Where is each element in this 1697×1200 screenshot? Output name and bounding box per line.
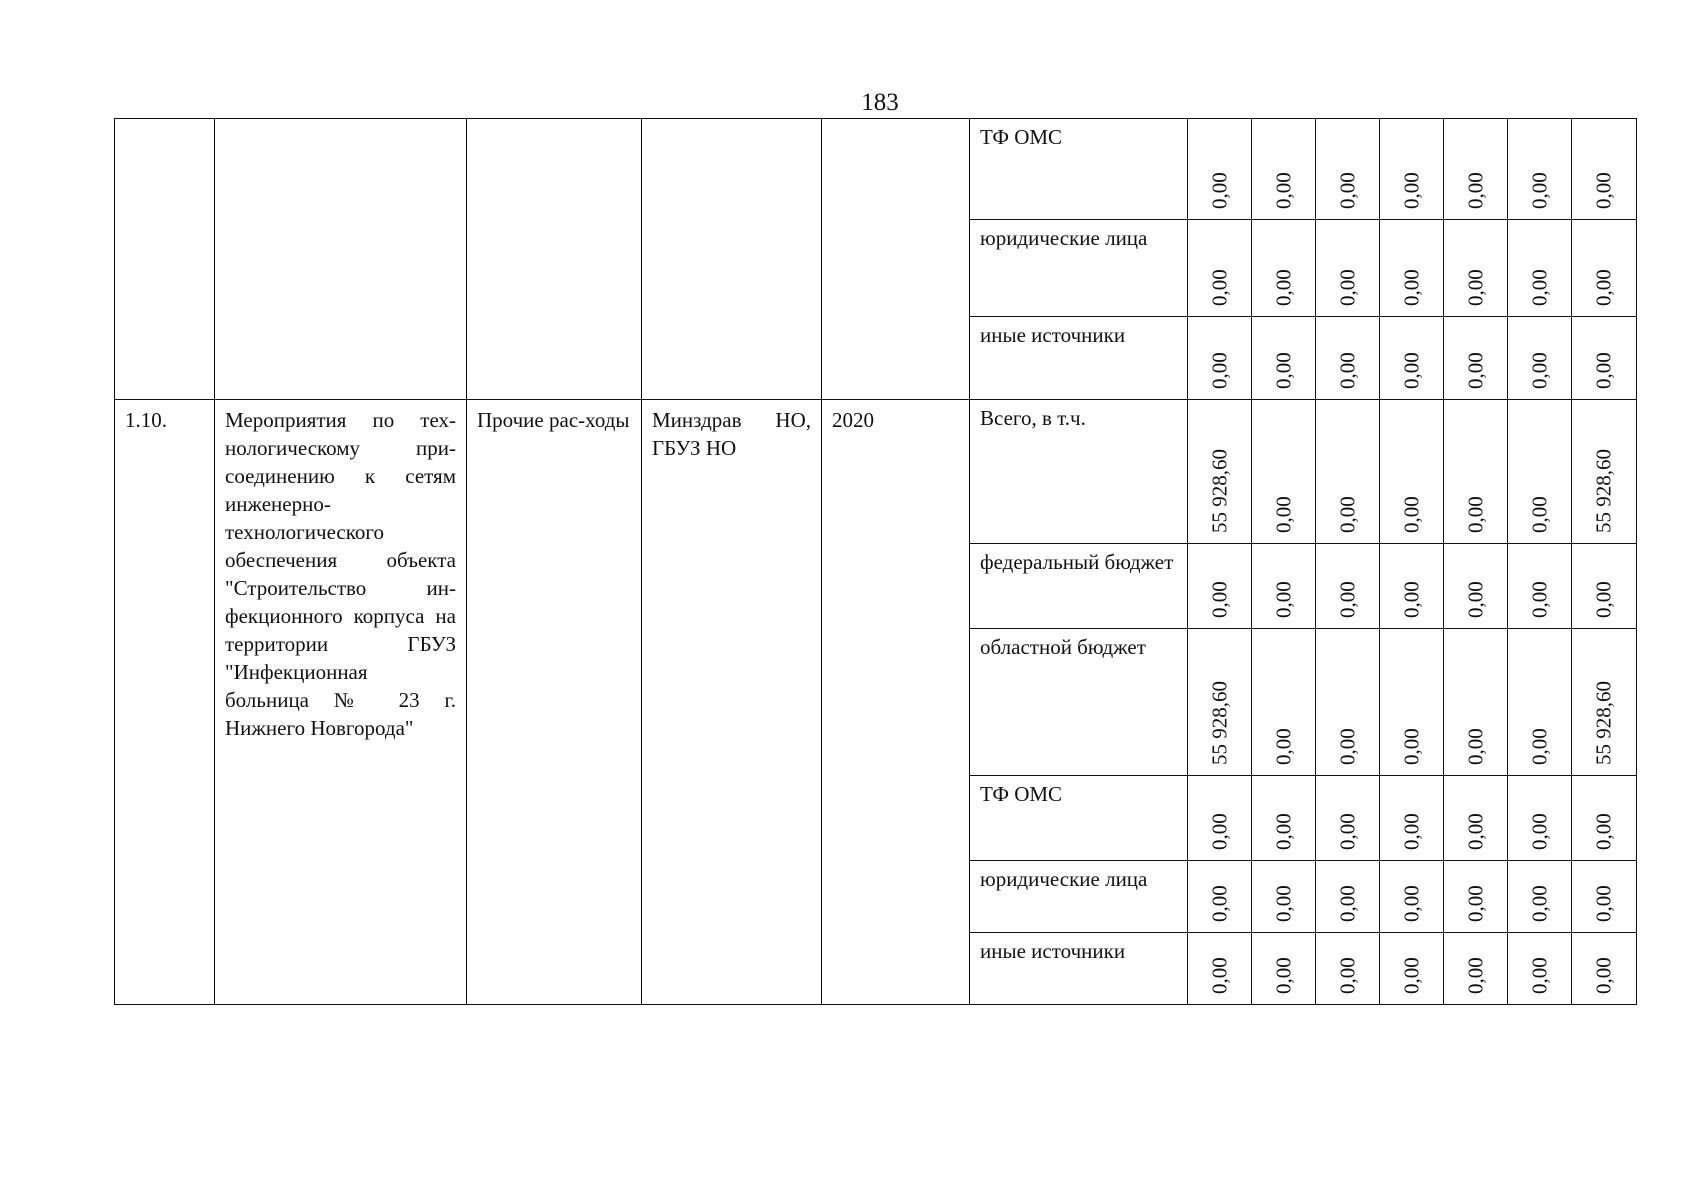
value-cell <box>1316 119 1380 220</box>
value: 0,00 <box>1271 885 1295 922</box>
value-cell <box>1188 776 1252 861</box>
value-cell <box>1508 317 1572 400</box>
value-cell <box>1252 776 1316 861</box>
source-label: иные источники <box>980 323 1126 347</box>
value-cell <box>1572 629 1637 776</box>
value-cell <box>1188 861 1252 933</box>
value-cell <box>1572 317 1637 400</box>
value: 0,00 <box>1207 885 1231 922</box>
value-cell <box>1572 119 1637 220</box>
value: 0,00 <box>1527 352 1551 389</box>
value: 0,00 <box>1463 885 1487 922</box>
item-number-cell <box>115 400 215 1005</box>
value-cell <box>1380 861 1444 933</box>
value: 0,00 <box>1335 269 1359 306</box>
value-cell <box>1188 629 1252 776</box>
value-cell <box>1572 861 1637 933</box>
value-cell <box>1316 220 1380 317</box>
value: 0,00 <box>1335 352 1359 389</box>
value-cell <box>1316 861 1380 933</box>
value: 0,00 <box>1527 957 1551 994</box>
empty-cell-executor <box>642 119 822 400</box>
source-label-cell <box>970 629 1188 776</box>
value: 0,00 <box>1399 885 1423 922</box>
value: 55 928,60 <box>1207 449 1231 533</box>
value: 0,00 <box>1463 581 1487 618</box>
value-cell <box>1508 544 1572 629</box>
value-cell <box>1252 544 1316 629</box>
value: 55 928,60 <box>1207 681 1231 765</box>
value: 0,00 <box>1335 581 1359 618</box>
executor: Минздрав НО, ГБУЗ НО <box>652 408 811 460</box>
value-cell <box>1188 119 1252 220</box>
value: 0,00 <box>1271 172 1295 209</box>
item-name: Мероприятия по тех-нологическому при-соединению к сетям инженерно-технологического обеспечения объекта "Строительство ин-фекционного корпуса на территории ГБУЗ "Инфекционная больница № 23 г. Нижнего Новгорода" <box>225 408 456 740</box>
value-cell <box>1380 317 1444 400</box>
value: 0,00 <box>1399 352 1423 389</box>
source-label: юридические лица <box>980 226 1148 250</box>
value: 0,00 <box>1207 352 1231 389</box>
value: 0,00 <box>1463 957 1487 994</box>
value-cell <box>1444 400 1508 544</box>
value-cell <box>1380 119 1444 220</box>
value: 0,00 <box>1399 172 1423 209</box>
value-cell <box>1380 776 1444 861</box>
value-cell <box>1316 544 1380 629</box>
source-label: иные источники <box>980 939 1126 963</box>
value-cell <box>1444 317 1508 400</box>
value: 0,00 <box>1399 813 1423 850</box>
value-cell <box>1252 317 1316 400</box>
value-cell <box>1508 400 1572 544</box>
value-cell <box>1572 776 1637 861</box>
value: 0,00 <box>1527 885 1551 922</box>
value-cell <box>1252 220 1316 317</box>
table-row <box>115 119 1637 220</box>
value-cell <box>1380 629 1444 776</box>
value-cell <box>1380 400 1444 544</box>
value-cell <box>1188 933 1252 1005</box>
value-cell <box>1316 317 1380 400</box>
source-label: федеральный бюджет <box>980 550 1174 574</box>
value-cell <box>1444 933 1508 1005</box>
value: 0,00 <box>1335 728 1359 765</box>
value: 0,00 <box>1399 581 1423 618</box>
source-label-cell <box>970 317 1188 400</box>
value-cell <box>1316 776 1380 861</box>
value: 0,00 <box>1591 172 1616 209</box>
value-cell <box>1508 861 1572 933</box>
value-cell <box>1252 629 1316 776</box>
value: 0,00 <box>1591 581 1616 618</box>
value: 0,00 <box>1527 581 1551 618</box>
empty-cell-year <box>822 119 970 400</box>
source-label-cell <box>970 119 1188 220</box>
value: 0,00 <box>1271 813 1295 850</box>
value: 0,00 <box>1271 496 1295 533</box>
value-cell <box>1188 544 1252 629</box>
value: 0,00 <box>1207 269 1231 306</box>
source-label-cell <box>970 220 1188 317</box>
value: 0,00 <box>1591 269 1616 306</box>
executor-cell <box>642 400 822 1005</box>
value: 0,00 <box>1527 813 1551 850</box>
value-cell <box>1316 400 1380 544</box>
empty-cell-name <box>215 119 467 400</box>
value: 0,00 <box>1335 885 1359 922</box>
value: 0,00 <box>1207 957 1231 994</box>
value-cell <box>1316 933 1380 1005</box>
value: 0,00 <box>1271 269 1295 306</box>
value: 0,00 <box>1207 813 1231 850</box>
value-cell <box>1572 400 1637 544</box>
value-cell <box>1380 220 1444 317</box>
value: 0,00 <box>1399 957 1423 994</box>
table-row <box>115 400 1637 544</box>
source-label: Всего, в т.ч. <box>980 406 1086 430</box>
value: 0,00 <box>1591 352 1616 389</box>
value-cell <box>1252 119 1316 220</box>
source-label-cell <box>970 544 1188 629</box>
value-cell <box>1188 220 1252 317</box>
value: 0,00 <box>1527 496 1551 533</box>
budget-table <box>114 118 1637 1005</box>
expense-type: Прочие рас-ходы <box>477 408 630 432</box>
source-label: ТФ ОМС <box>980 782 1063 806</box>
source-label-cell <box>970 400 1188 544</box>
value-cell <box>1572 544 1637 629</box>
value: 0,00 <box>1463 352 1487 389</box>
value: 0,00 <box>1463 728 1487 765</box>
value: 0,00 <box>1271 728 1295 765</box>
source-label: юридические лица <box>980 867 1148 891</box>
value-cell <box>1380 544 1444 629</box>
value-cell <box>1252 400 1316 544</box>
value: 0,00 <box>1399 496 1423 533</box>
value: 0,00 <box>1463 269 1487 306</box>
source-label: областной бюджет <box>980 635 1146 659</box>
value-cell <box>1508 776 1572 861</box>
value-cell <box>1508 119 1572 220</box>
source-label-cell <box>970 861 1188 933</box>
value-cell <box>1508 933 1572 1005</box>
value-cell <box>1444 861 1508 933</box>
value: 0,00 <box>1271 352 1295 389</box>
value: 0,00 <box>1527 269 1551 306</box>
value: 0,00 <box>1335 172 1359 209</box>
expense-type-cell <box>467 400 642 1005</box>
value-cell <box>1252 861 1316 933</box>
value: 0,00 <box>1463 172 1487 209</box>
value: 0,00 <box>1591 957 1616 994</box>
value-cell <box>1380 933 1444 1005</box>
value: 55 928,60 <box>1591 681 1616 765</box>
page-number: 183 <box>861 89 899 116</box>
item-number: 1.10. <box>125 408 167 432</box>
value: 0,00 <box>1527 728 1551 765</box>
year: 2020 <box>832 408 874 432</box>
value-cell <box>1508 629 1572 776</box>
value: 0,00 <box>1271 581 1295 618</box>
value: 0,00 <box>1591 813 1616 850</box>
value-cell <box>1572 220 1637 317</box>
source-label: ТФ ОМС <box>980 125 1063 149</box>
value: 0,00 <box>1463 496 1487 533</box>
year-cell <box>822 400 970 1005</box>
empty-cell-number <box>115 119 215 400</box>
value-cell <box>1316 629 1380 776</box>
value-cell <box>1444 544 1508 629</box>
value-cell <box>1444 776 1508 861</box>
value: 0,00 <box>1335 813 1359 850</box>
value-cell <box>1508 220 1572 317</box>
value: 0,00 <box>1399 269 1423 306</box>
value-cell <box>1444 220 1508 317</box>
value-cell <box>1444 629 1508 776</box>
value: 0,00 <box>1271 957 1295 994</box>
value: 0,00 <box>1527 172 1551 209</box>
empty-cell-expense-type <box>467 119 642 400</box>
value-cell <box>1188 400 1252 544</box>
value-cell <box>1572 933 1637 1005</box>
value: 0,00 <box>1399 728 1423 765</box>
source-label-cell <box>970 776 1188 861</box>
value: 0,00 <box>1207 172 1231 209</box>
source-label-cell <box>970 933 1188 1005</box>
value-cell <box>1444 119 1508 220</box>
value: 0,00 <box>1591 885 1616 922</box>
value: 0,00 <box>1463 813 1487 850</box>
value-cell <box>1252 933 1316 1005</box>
value-cell <box>1188 317 1252 400</box>
item-name-cell <box>215 400 467 1005</box>
value: 55 928,60 <box>1591 449 1616 533</box>
value: 0,00 <box>1335 957 1359 994</box>
value: 0,00 <box>1335 496 1359 533</box>
value: 0,00 <box>1207 581 1231 618</box>
